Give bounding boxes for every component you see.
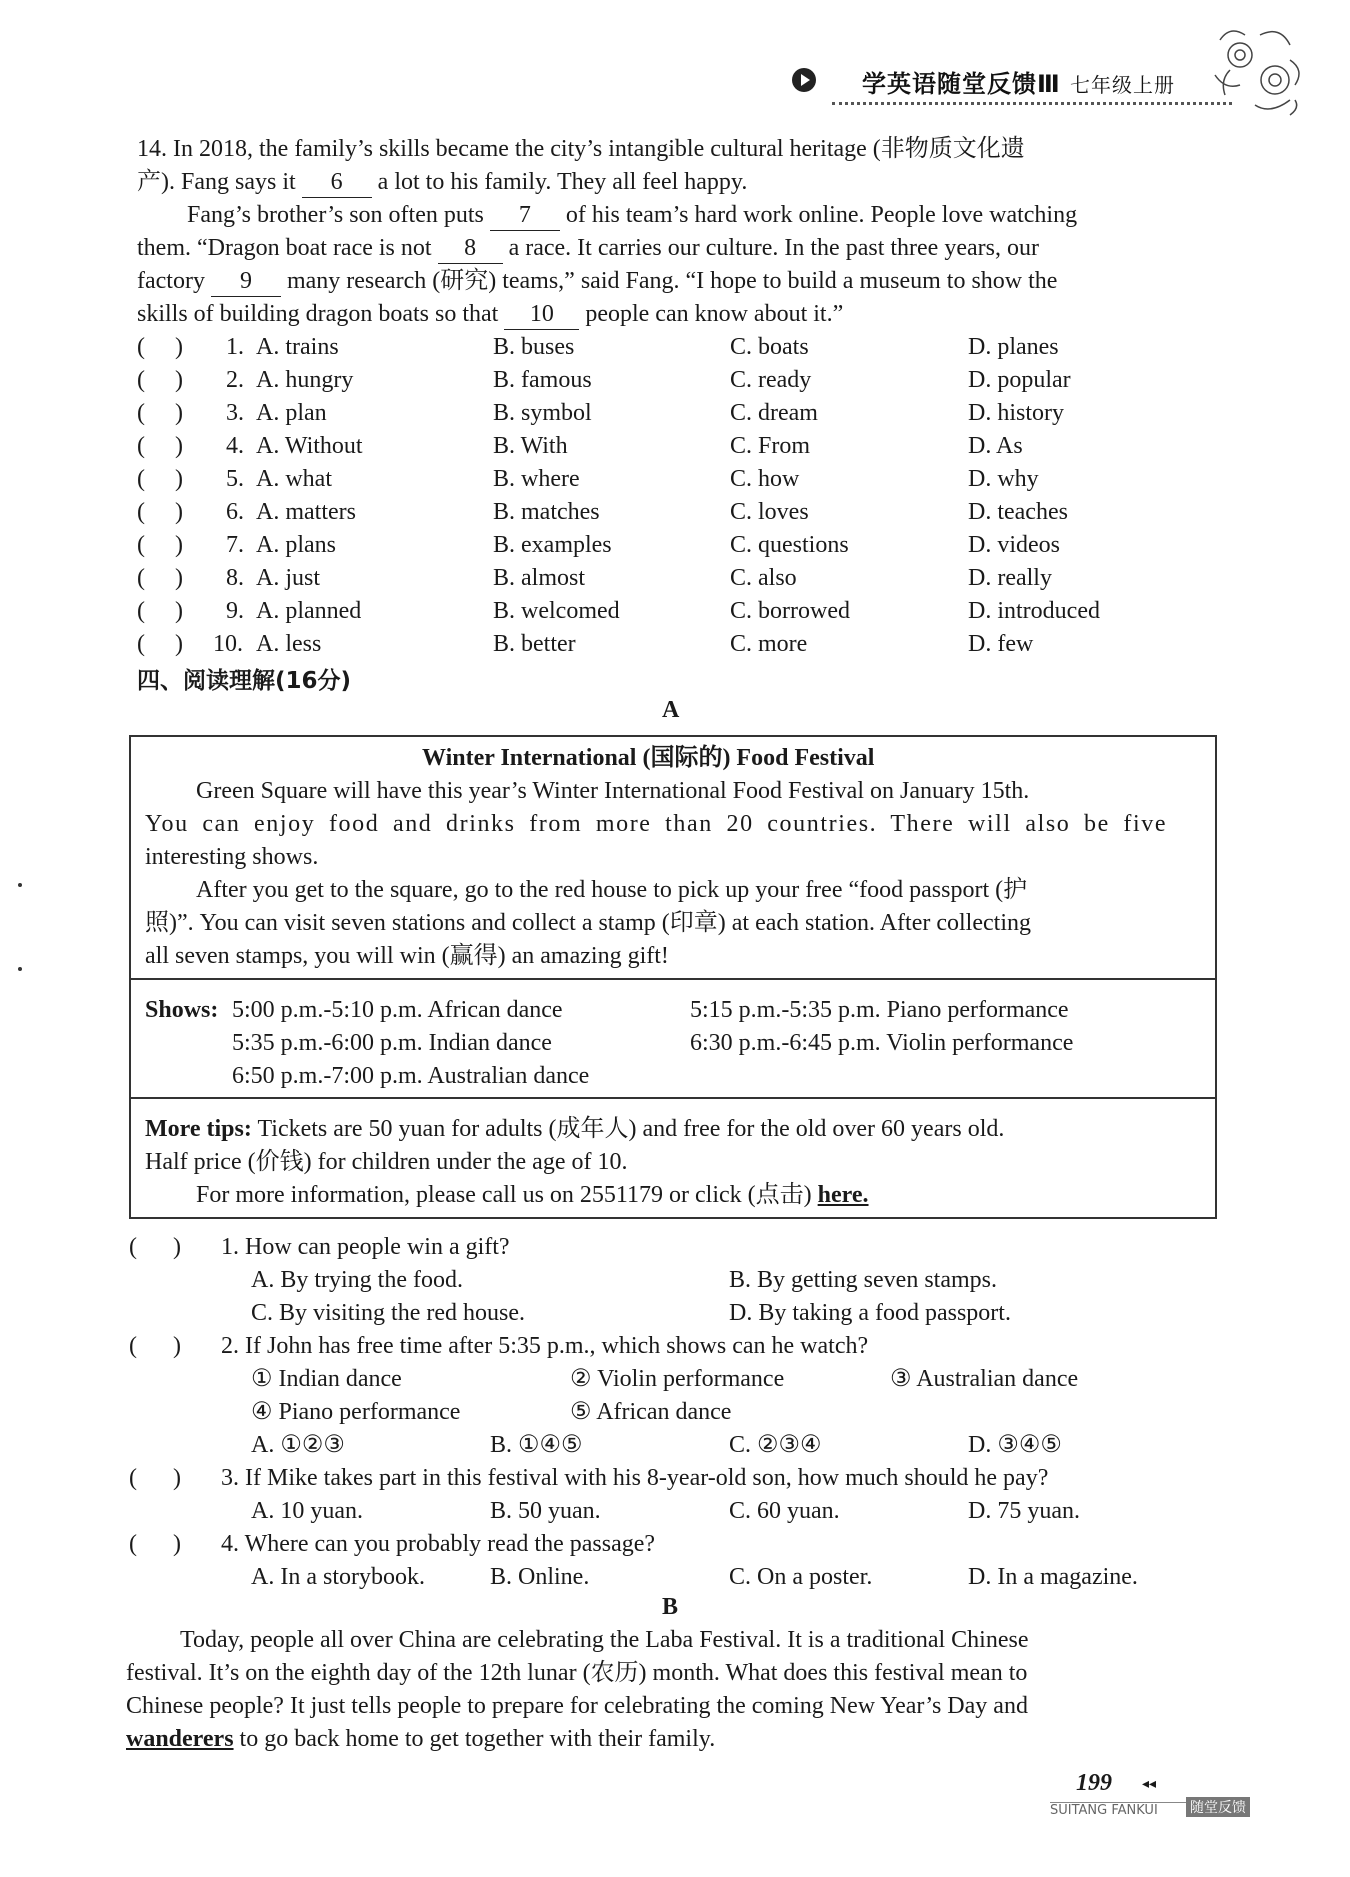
answer-parentheses[interactable]: ( ): [137, 466, 183, 492]
show-item: 5:00 p.m.-5:10 p.m. African dance: [232, 997, 563, 1023]
section-title: 四、阅读理解(16分): [137, 668, 352, 694]
book-title: [862, 64, 1175, 99]
option-d: D. really: [968, 565, 1052, 591]
option-c: C. From: [730, 433, 811, 459]
tips-text: For more information, please call us on 2551179 or click (点击): [196, 1182, 812, 1208]
passage-text: people can know about it.”: [585, 301, 844, 327]
passage-b-line: Today, people all over China are celebrating the Laba Festival. It is a traditional Chinese: [180, 1627, 1029, 1653]
passage-text: many research (研究) teams,” said Fang. “I hope to build a museum to show the: [286, 268, 1058, 294]
tips-line: [145, 1114, 1004, 1144]
option-b: B. better: [493, 631, 576, 657]
option-c: C. also: [730, 565, 797, 591]
answer-parentheses[interactable]: ( ): [129, 1333, 181, 1359]
option-a: A. Without: [256, 433, 363, 459]
passage-text: skills of building dragon boats so that: [137, 301, 499, 327]
passage-text: them. “Dragon boat race is not: [137, 235, 432, 261]
option-b: B. almost: [493, 565, 586, 591]
option-a: A. matters: [256, 499, 356, 525]
question-number: 9.: [226, 598, 244, 624]
answer-parentheses[interactable]: ( ): [137, 433, 183, 459]
passage-text: a race. It carries our culture. In the past three years, our: [508, 235, 1039, 261]
option-b: B. symbol: [493, 400, 592, 426]
option-a: A. less: [256, 631, 322, 657]
option-d: D. popular: [968, 367, 1071, 393]
passage-line-3: [187, 200, 1077, 231]
show-item: 6:50 p.m.-7:00 p.m. Australian dance: [232, 1063, 590, 1089]
option-b: B. examples: [493, 532, 612, 558]
shows-label: Shows:: [145, 997, 219, 1023]
header-title-text: 学英语随堂反馈Ⅲ: [862, 70, 1061, 98]
option-c: C. On a poster.: [729, 1564, 873, 1590]
part-b-label: B: [662, 1594, 679, 1620]
option-b: B. welcomed: [493, 598, 620, 624]
margin-mark: [18, 967, 22, 971]
here-link[interactable]: here.: [817, 1182, 869, 1208]
part-a-label: A: [662, 697, 680, 723]
option-a: A. plan: [256, 400, 327, 426]
festival-title: Winter International (国际的) Food Festival: [422, 745, 875, 771]
question-number: 8.: [226, 565, 244, 591]
blank-7: 7: [490, 200, 560, 231]
question-stem: 3. If Mike takes part in this festival with his 8-year-old son, how much should he pay?: [221, 1465, 1049, 1491]
brand-tag: 随堂反馈: [1186, 1797, 1250, 1817]
play-icon: [792, 68, 816, 92]
blank-6: 6: [302, 167, 372, 198]
passage-line-6: [137, 299, 843, 330]
question-stem: 2. If John has free time after 5:35 p.m., which shows can he watch?: [221, 1333, 869, 1359]
page-number: 199: [1076, 1770, 1112, 1796]
option-d: D. why: [968, 466, 1039, 492]
option-d: D. introduced: [968, 598, 1100, 624]
option-c: C. loves: [730, 499, 809, 525]
flower-decoration-icon: [1200, 20, 1310, 120]
question-number: 3.: [226, 400, 244, 426]
show-choice: ④ Piano performance: [251, 1399, 461, 1425]
option-d: D. By taking a food passport.: [729, 1300, 1011, 1326]
option-b: B. famous: [493, 367, 592, 393]
option-c: C. ready: [730, 367, 812, 393]
header-dotted-rule: [832, 102, 1232, 105]
show-choice: ③ Australian dance: [890, 1366, 1079, 1392]
passage-text: to go back home to get together with their family.: [239, 1726, 716, 1752]
passage-line-2: [137, 167, 747, 198]
option-c: C. ②③④: [729, 1432, 822, 1458]
option-b: B. 50 yuan.: [490, 1498, 601, 1524]
answer-parentheses[interactable]: ( ): [137, 631, 183, 657]
box-p2-line: After you get to the square, go to the red house to pick up your free “food passport (护: [196, 877, 1028, 903]
answer-parentheses[interactable]: ( ): [137, 565, 183, 591]
answer-parentheses[interactable]: ( ): [137, 400, 183, 426]
passage-text: 产). Fang says it: [137, 169, 296, 195]
answer-parentheses[interactable]: ( ): [129, 1234, 181, 1260]
option-a: A. plans: [256, 532, 336, 558]
box-divider: [129, 1097, 1217, 1099]
blank-8: 8: [438, 233, 503, 264]
tips-label: More tips:: [145, 1116, 252, 1142]
option-d: D. ③④⑤: [968, 1432, 1062, 1458]
show-item: 6:30 p.m.-6:45 p.m. Violin performance: [690, 1030, 1074, 1056]
question-number: 10.: [213, 631, 243, 657]
question-number: 5.: [226, 466, 244, 492]
option-d: D. 75 yuan.: [968, 1498, 1080, 1524]
option-b: B. By getting seven stamps.: [729, 1267, 997, 1293]
answer-parentheses[interactable]: ( ): [137, 367, 183, 393]
option-a: A. ①②③: [251, 1432, 345, 1458]
box-p1-line: interesting shows.: [145, 844, 319, 870]
option-d: D. teaches: [968, 499, 1068, 525]
answer-parentheses[interactable]: ( ): [137, 532, 183, 558]
keyword-wanderers: wanderers: [126, 1726, 234, 1752]
option-b: B. Online.: [490, 1564, 590, 1590]
option-d: D. In a magazine.: [968, 1564, 1138, 1590]
blank-9: 9: [211, 266, 281, 297]
option-c: C. how: [730, 466, 800, 492]
answer-parentheses[interactable]: ( ): [137, 334, 183, 360]
box-divider: [129, 978, 1217, 980]
option-c: C. questions: [730, 532, 849, 558]
brand-text: SUITANG FANKUI: [1050, 1803, 1158, 1818]
option-b: B. buses: [493, 334, 575, 360]
question-stem: 1. How can people win a gift?: [221, 1234, 510, 1260]
passage-text: Fang’s brother’s son often puts: [187, 202, 484, 228]
option-b: B. ①④⑤: [490, 1432, 583, 1458]
show-choice: ② Violin performance: [570, 1366, 785, 1392]
option-a: A. just: [256, 565, 321, 591]
option-c: C. more: [730, 631, 808, 657]
passage-b-line: [126, 1724, 715, 1754]
option-d: D. planes: [968, 334, 1059, 360]
passage-text: of his team’s hard work online. People love watching: [565, 202, 1078, 228]
answer-parentheses[interactable]: ( ): [137, 598, 183, 624]
question-number: 7.: [226, 532, 244, 558]
option-a: A. hungry: [256, 367, 354, 393]
tips-line: Half price (价钱) for children under the age of 10.: [145, 1149, 628, 1175]
blank-10: 10: [504, 299, 579, 330]
box-p2-line: all seven stamps, you will win (赢得) an amazing gift!: [145, 943, 669, 969]
footer-brand: [1050, 1802, 1250, 1823]
option-c: C. borrowed: [730, 598, 850, 624]
option-c: C. By visiting the red house.: [251, 1300, 525, 1326]
option-a: A. In a storybook.: [251, 1564, 425, 1590]
passage-text: a lot to his family. They all feel happy.: [377, 169, 748, 195]
passage-b-line: festival. It’s on the eighth day of the 12th lunar (农历) month. What does this festival mean to: [126, 1660, 1028, 1686]
show-choice: ① Indian dance: [251, 1366, 402, 1392]
show-item: 5:15 p.m.-5:35 p.m. Piano performance: [690, 997, 1069, 1023]
question-stem: 4. Where can you probably read the passage?: [221, 1531, 656, 1557]
passage-line-5: [137, 266, 1057, 297]
answer-parentheses[interactable]: ( ): [137, 499, 183, 525]
box-p1-line: Green Square will have this year’s Winter International Food Festival on January 15th.: [196, 778, 1030, 804]
option-d: D. few: [968, 631, 1034, 657]
question-number: 6.: [226, 499, 244, 525]
option-d: D. videos: [968, 532, 1060, 558]
option-d: D. As: [968, 433, 1023, 459]
option-a: A. planned: [256, 598, 362, 624]
question-number: 1.: [226, 334, 244, 360]
option-c: C. dream: [730, 400, 818, 426]
answer-parentheses[interactable]: ( ): [129, 1465, 181, 1491]
option-c: C. 60 yuan.: [729, 1498, 840, 1524]
passage-b-line: Chinese people? It just tells people to prepare for celebrating the coming New Year’s Day and: [126, 1693, 1028, 1719]
show-item: 5:35 p.m.-6:00 p.m. Indian dance: [232, 1030, 552, 1056]
question-number: 4.: [226, 433, 244, 459]
passage-text: factory: [137, 268, 205, 294]
option-b: B. With: [493, 433, 568, 459]
passage-line-1: 14. In 2018, the family’s skills became the city’s intangible cultural heritage (非物质文化遗: [137, 136, 1025, 162]
option-d: D. history: [968, 400, 1064, 426]
option-a: A. By trying the food.: [251, 1267, 463, 1293]
double-arrow-icon: ◂◂: [1142, 1776, 1157, 1792]
tips-text: Tickets are 50 yuan for adults (成年人) and free for the old over 60 years old.: [257, 1116, 1005, 1142]
passage-line-4: [137, 233, 1039, 264]
option-a: A. 10 yuan.: [251, 1498, 363, 1524]
question-number: 2.: [226, 367, 244, 393]
box-p1-line: You can enjoy food and drinks from more than 20 countries. There will also be five: [145, 811, 1168, 837]
option-b: B. matches: [493, 499, 600, 525]
option-a: A. trains: [256, 334, 339, 360]
option-a: A. what: [256, 466, 332, 492]
show-choice: ⑤ African dance: [570, 1399, 732, 1425]
answer-parentheses[interactable]: ( ): [129, 1531, 181, 1557]
box-p2-line: 照)”. You can visit seven stations and collect a stamp (印章) at each station. After collecting: [145, 910, 1031, 936]
margin-mark: [18, 883, 22, 887]
header-subtitle: 七年级上册: [1070, 73, 1176, 97]
option-b: B. where: [493, 466, 580, 492]
option-c: C. boats: [730, 334, 809, 360]
tips-line: [196, 1180, 869, 1210]
